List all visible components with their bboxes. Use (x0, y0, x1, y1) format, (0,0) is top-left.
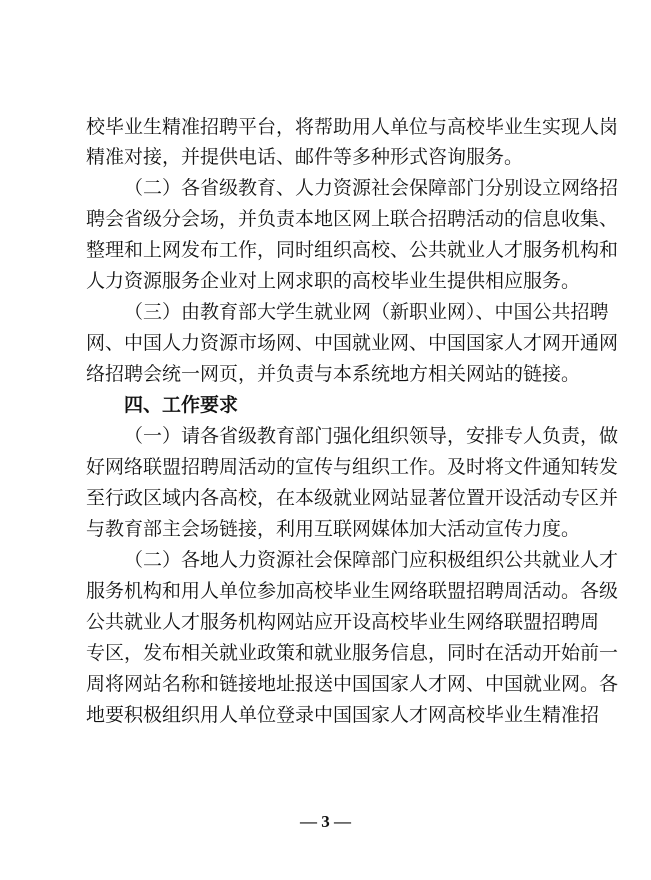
paragraph-4-line-1: （一）请各省级教育部门强化组织领导，安排专人负责，做 (124, 425, 619, 447)
paragraph-5-line-6: 地要积极组织用人单位登录中国国家人才网高校毕业生精准招 (86, 704, 600, 726)
paragraph-5-line-1: （二）各地人力资源社会保障部门应积极组织公共就业人才 (124, 549, 619, 571)
paragraph-5-line-3: 公共就业人才服务机构网站应开设高校毕业生网络联盟招聘周 (86, 611, 600, 633)
paragraph-5-line-5: 周将网站名称和链接地址报送中国国家人才网、中国就业网。各 (86, 673, 619, 695)
paragraph-5-line-2: 服务机构和用人单位参加高校毕业生网络联盟招聘周活动。各级 (86, 580, 619, 602)
paragraph-2-line-2: 聘会省级分会场，并负责本地区网上联合招聘活动的信息收集、 (86, 208, 619, 230)
section-heading: 四、工作要求 (124, 394, 239, 416)
paragraph-5-line-4: 专区，发布相关就业政策和就业服务信息，同时在活动开始前一 (86, 642, 619, 664)
page-number: — 3 — (300, 812, 351, 831)
paragraph-4-line-2: 好网络联盟招聘周活动的宣传与组织工作。及时将文件通知转发 (86, 456, 619, 478)
paragraph-3-line-1: （三）由教育部大学生就业网（新职业网）、中国公共招聘 (124, 301, 609, 323)
paragraph-3-line-3: 络招聘会统一网页，并负责与本系统地方相关网站的链接。 (86, 363, 581, 385)
paragraph-1-line-1: 校毕业生精准招聘平台，将帮助用人单位与高校毕业生实现人岗 (86, 116, 619, 138)
paragraph-2-line-1: （二）各省级教育、人力资源社会保障部门分别设立网络招 (124, 177, 619, 199)
paragraph-4-line-3: 至行政区域内各高校，在本级就业网站显著位置开设活动专区并 (86, 487, 619, 509)
paragraph-1-line-2: 精准对接，并提供电话、邮件等多种形式咨询服务。 (86, 146, 524, 168)
paragraph-3-line-2: 网、中国人力资源市场网、中国就业网、中国国家人才网开通网 (86, 332, 619, 354)
paragraph-2-line-4: 人力资源服务企业对上网求职的高校毕业生提供相应服务。 (86, 270, 581, 292)
paragraph-4-line-4: 与教育部主会场链接，利用互联网媒体加大活动宣传力度。 (86, 518, 581, 540)
paragraph-2-line-3: 整理和上网发布工作，同时组织高校、公共就业人才服务机构和 (86, 239, 619, 261)
